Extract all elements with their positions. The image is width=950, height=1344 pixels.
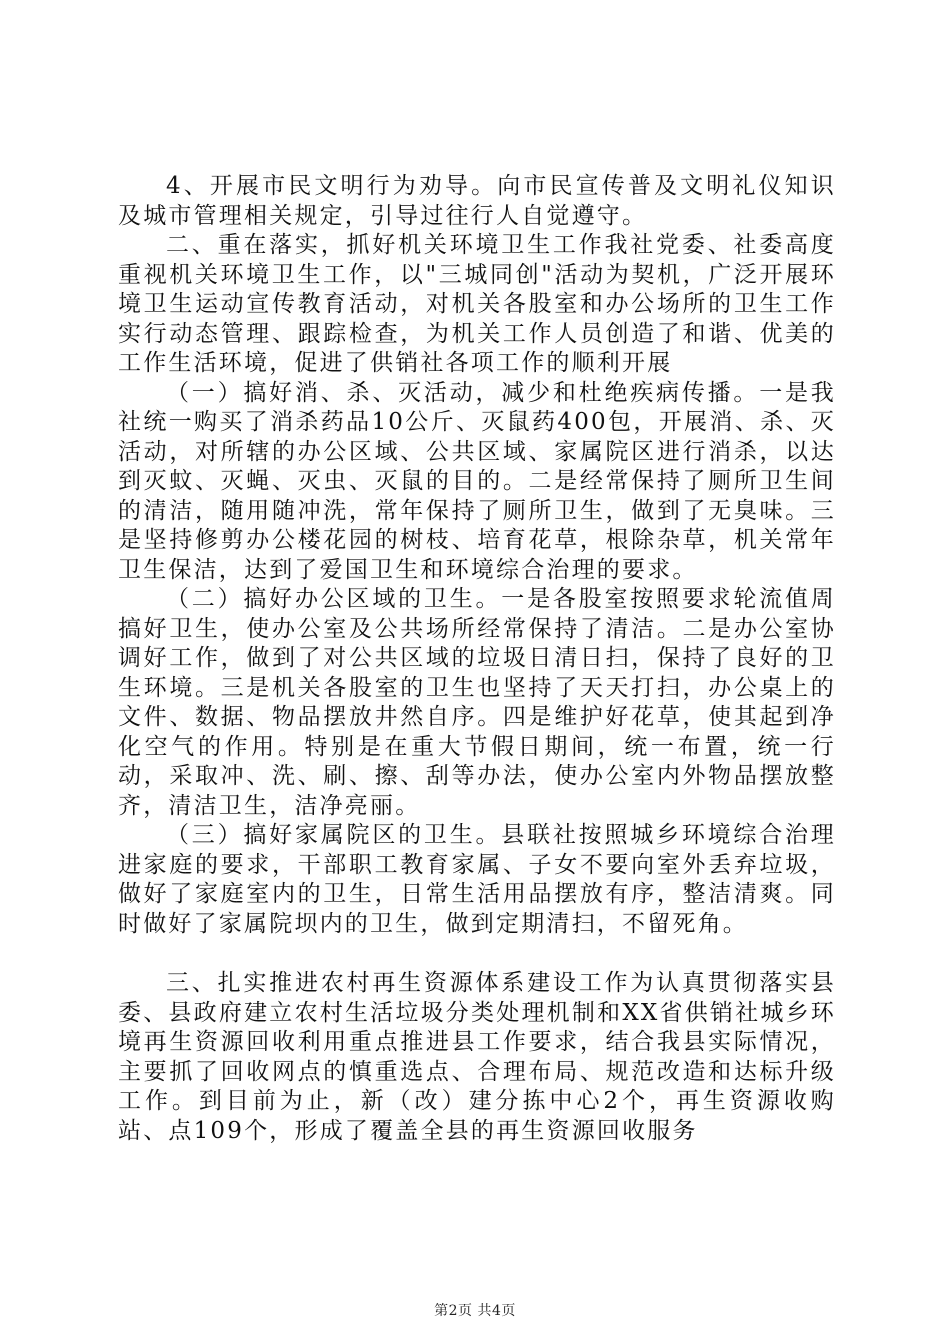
document-body [118,172,836,1146]
paragraph-section-two: 二、重在落实，抓好机关环境卫生工作我社党委、社委高度重视机关环境卫生工作，以"三城同创"活动为契机，广泛开展环境卫生运动宣传教育活动，对机关各股室和办公场所的卫生工作实行动态管理、跟踪检查，为机关工作人员创造了和谐、优美的工作生活环境，促进了供销社各项工作的顺利开展 [118,232,836,376]
paragraph-office-hygiene: （二）搞好办公区域的卫生。一是各股室按照要求轮流值周搞好卫生，使办公室及公共场所经常保持了清洁。二是办公室协调好工作，做到了对公共区域的垃圾日清日扫，保持了良好的卫生环境。三是机关各股室的卫生也坚持了天天打扫，办公桌上的文件、数据、物品摆放井然自序。四是维护好花草，使其起到净化空气的作用。特别是在重大节假日期间，统一布置，统一行动，采取冲、洗、刷、擦、刮等办法，使办公室内外物品摆放整齐，清洁卫生，洁净亮丽。 [118,586,836,819]
paragraph-family-area: （三）搞好家属院区的卫生。县联社按照城乡环境综合治理进家庭的要求，干部职工教育家属、子女不要向室外丢弃垃圾，做好了家庭室内的卫生，日常生活用品摆放有序，整洁清爽。同时做好了家属院坝内的卫生，做到定期清扫，不留死角。 [118,822,836,937]
paragraph-section-three: 三、扎实推进农村再生资源体系建设工作为认真贯彻落实县委、县政府建立农村生活垃圾分类处理机制和XX省供销社城乡环境再生资源回收利用重点推进县工作要求，结合我县实际情况，主要抓了回收网点的慎重选点、合理布局、规范改造和达标升级工作。到目前为止，新（改）建分拣中心2个，再生资源收购站、点109个，形成了覆盖全县的再生资源回收服务 [118,970,836,1144]
paragraph-disinfection: （一）搞好消、杀、灭活动，减少和杜绝疾病传播。一是我社统一购买了消杀药品10公斤、灭鼠药400包，开展消、杀、灭活动，对所辖的办公区域、公共区域、家属院区进行消杀，以达到灭蚊、灭蝇、灭虫、灭鼠的目的。二是经常保持了厕所卫生间的清洁，随用随冲洗，常年保持了厕所卫生，做到了无臭味。三是坚持修剪办公楼花园的树枝、培育花草，根除杂草，机关常年卫生保洁，达到了爱国卫生和环境综合治理的要求。 [118,379,836,583]
paragraph-civility-guidance: 4、开展市民文明行为劝导。向市民宣传普及文明礼仪知识及城市管理相关规定，引导过往行人自觉遵守。 [118,173,836,229]
paragraph-gap [118,939,836,969]
page-footer: 第2页 共4页 [434,1303,516,1319]
